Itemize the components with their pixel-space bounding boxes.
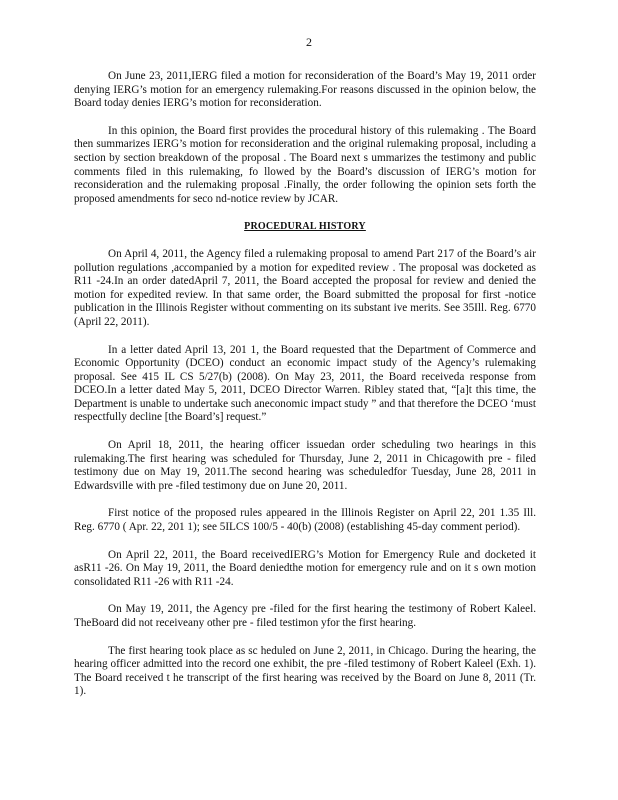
section-heading: PROCEDURAL HISTORY [244,221,366,233]
paragraph-opinion-outline: In this opinion, the Board first provides the procedural history of this rulemaking . The Board then summarizes IERG’s motion for reconsideration and the original rulemaking proposal, including a section by section breakdown of the proposal . The Board next s ummarizes the testimony and public comments filed in this rulemaking, fo llowed by the Board’s discussion of IERG’s motion for reconsideration and the rulemaking proposal .Finally, the order following the opinion sets forth the proposed amendments for seco nd-notice review by JCAR. [74,124,536,205]
document-body [74,70,536,713]
paragraph-first-hearing: The first hearing took place as sc heduled on June 2, 2011, in Chicago. During the hearing, the hearing officer admitted into the record one exhibit, the pre -filed testimony of Robert Kaleel (Exh. 1). The Board received t he transcript of the first hearing was received by the Board on June 8, 2011 (Tr. 1). [74,644,536,698]
paragraph-dceo-request: In a letter dated April 13, 201 1, the Board requested that the Department of Commerce and Economic Opportunity (DCEO) conduct an economic impact study of the Agency’s rulemaking proposal. See 415 IL CS 5/27(b) (2008). On May 23, 2011, the Board receiveda response from DCEO.In a letter dated May 5, 2011, DCEO Director Warren. Ribley stated that, “[a]t this time, the Department is unable to undertake such aneconomic impact study ” and that therefore the DCEO ‘must respectfully decline [the Board’s] request.” [74,343,536,424]
paragraph-hearing-schedule: On April 18, 2011, the hearing officer issuedan order scheduling two hearings in this rulemaking.The first hearing was scheduled for Thursday, June 2, 2011 in Chicagowith pre - filed testimony due on May 19, 2011.The second hearing was scheduledfor Tuesday, June 28, 2011 in Edwardsville with pre -filed testimony due on June 20, 2011. [74,439,536,492]
paragraph-agency-proposal: On April 4, 2011, the Agency filed a rulemaking proposal to amend Part 217 of the Board’s air pollution regulations ,accompanied by a motion for expedited review . The proposal was docketed as R11 -24.In an order datedApril 7, 2011, the Board accepted the proposal for review and denied the motion for expedited review. In that same order, the Board submitted the proposal for first -notice publication in the Illinois Register without commenting on its substant ive merits. See 35Ill. Reg. 6770 (April 22, 2011). [74,247,536,328]
paragraph-prefiled-testimony: On May 19, 2011, the Agency pre -filed for the first hearing the testimony of Robert Kaleel. TheBoard did not receiveany other pre - filed testimon yfor the first hearing. [74,603,536,629]
paragraph-emergency-motion: On April 22, 2011, the Board receivedIERG’s Motion for Emergency Rule and docketed it asR11 -26. On May 19, 2011, the Board deniedthe motion for emergency rule and on it s own motion consolidated R11 -26 with R11 -24. [74,548,536,588]
paragraph-first-notice: First notice of the proposed rules appeared in the Illinois Register on April 22, 201 1.35 Ill. Reg. 6770 ( Apr. 22, 201 1); see 5ILCS 100/5 - 40(b) (2008) (establishing 45-day comment period). [74,507,536,534]
paragraph-motion-summary: On June 23, 2011,IERG filed a motion for reconsideration of the Board’s May 19, 2011 order denying IERG’s motion for an emergency rulemaking.For reasons discussed in the opinion below, the Board today denies IERG’s motion for reconsideration. [74,70,536,110]
page-number: 2 [306,35,312,49]
